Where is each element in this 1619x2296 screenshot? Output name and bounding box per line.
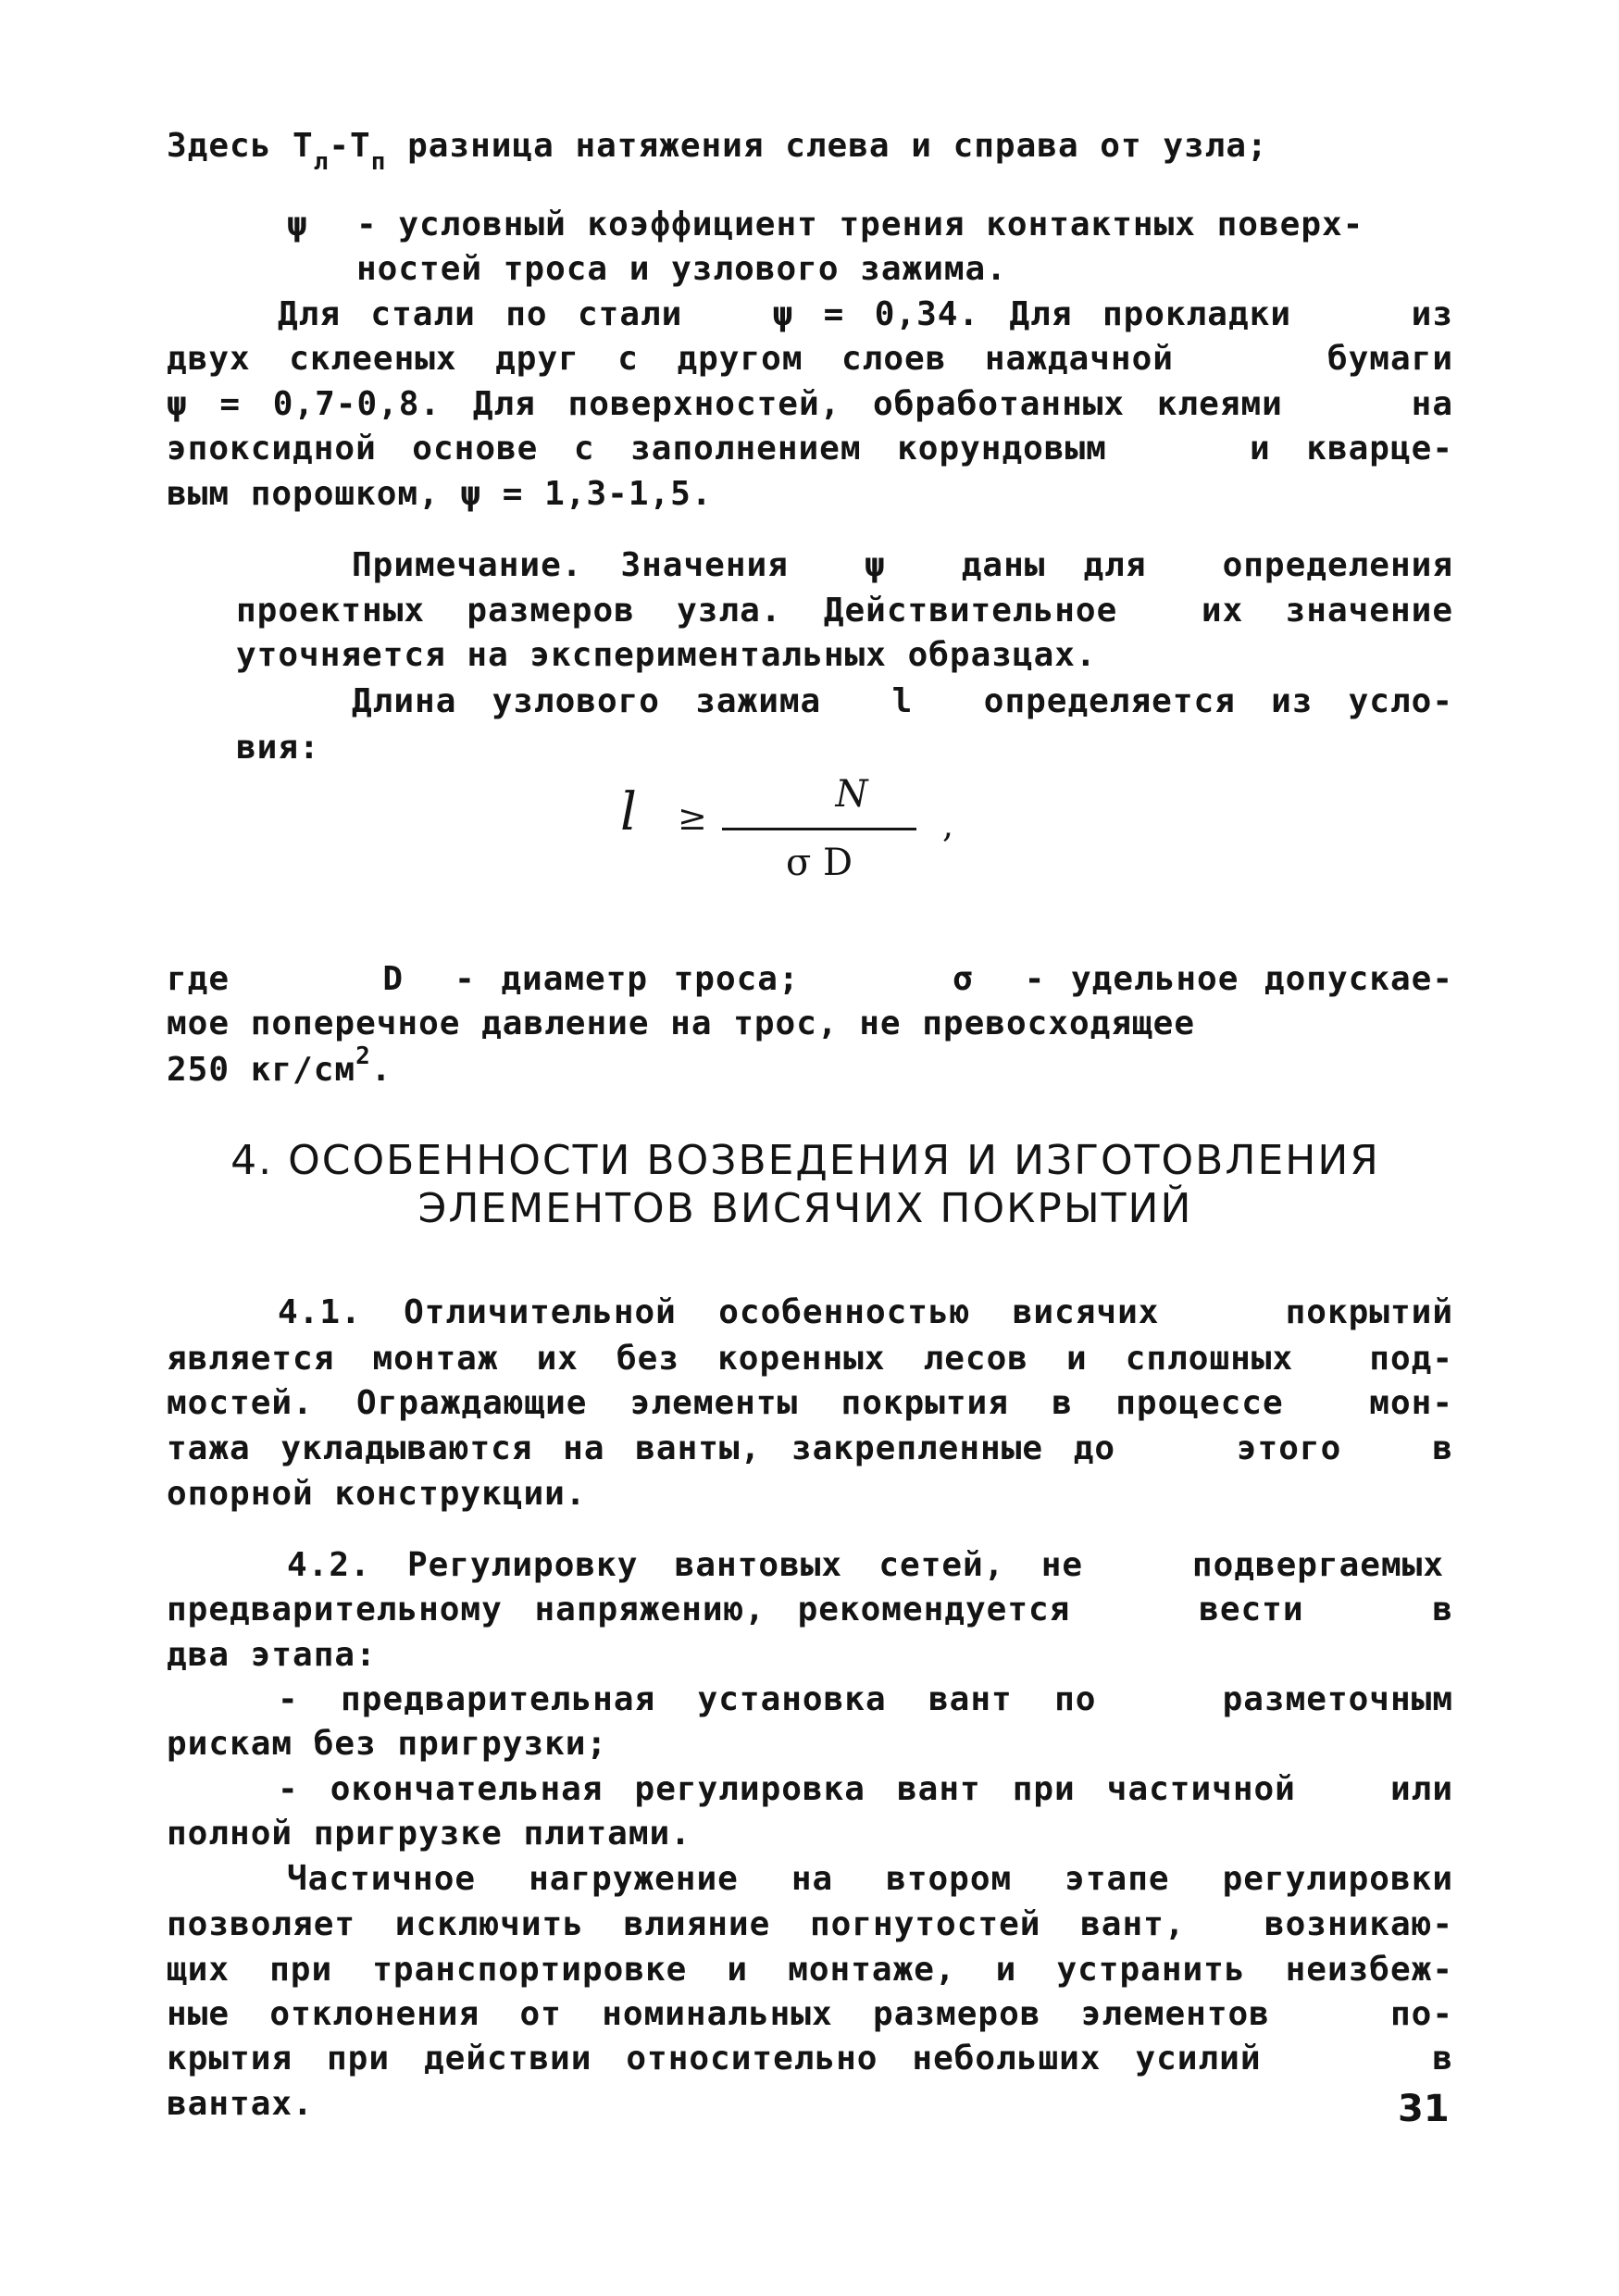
text-line: где D - диаметр троса; σ - удельное допускае- <box>167 960 1453 998</box>
text-line: ψ = 0,7-0,8. Для поверхностей, обработанных клеями на <box>167 385 1453 423</box>
intro-dash: -T <box>329 127 371 165</box>
paragraph-line: крытия при действии относительно небольших усилий в <box>167 2040 1453 2078</box>
pressure-line <box>167 1042 392 1089</box>
text-line: вым порошком, ψ = 1,3-1,5. <box>167 475 713 513</box>
list-item: - предварительная установка вант по разметочным <box>278 1680 1453 1718</box>
length-formula <box>592 768 963 889</box>
page-number: 31 <box>1398 2088 1450 2130</box>
paragraph-4-1-line: является монтаж их без коренных лесов и сплошных под- <box>167 1340 1453 1378</box>
list-item: - окончательная регулировка вант при частичной или <box>278 1770 1453 1808</box>
fraction-bar <box>722 828 916 830</box>
paragraph-4-1-line: опорной конструкции. <box>167 1475 587 1513</box>
note-line: проектных размеров узла. Действительное их значение <box>236 592 1453 630</box>
text-line: Длина узлового зажима l определяется из усло- <box>352 682 1453 720</box>
section-heading-line-2: ЭЛЕМЕНТОВ ВИСЯЧИХ ПОКРЫТИЙ <box>417 1185 1193 1232</box>
paragraph-4-2-line: предварительному напряжению, рекомендуется вести в <box>167 1591 1453 1628</box>
paragraph-4-1-line: 4.1. Отличительной особенностью висячих покрытий <box>278 1293 1453 1331</box>
formula-numerator: N <box>835 773 868 816</box>
intro-rest: разница натяжения слева и справа от узла; <box>386 127 1268 165</box>
paragraph-line: щих при транспортировке и монтаже, и устранить неизбеж- <box>167 1951 1453 1989</box>
text-line: эпоксидной основе с заполнением корундовым и кварце- <box>167 430 1453 468</box>
note-line: Примечание. Значения ψ даны для определения <box>352 546 1453 584</box>
formula-denominator: σ D <box>785 842 853 884</box>
formula-relation: ≥ <box>678 797 707 838</box>
paragraph-4-2-line: два этапа: <box>167 1636 377 1674</box>
intro-prefix: Здесь T <box>167 127 314 165</box>
text-line: ностей троса и узлового зажима. <box>356 250 1007 288</box>
paragraph-4-2-line: 4.2. Регулировку вантовых сетей, не подвергаемых <box>287 1546 1444 1584</box>
section-heading-line-1: 4. ОСОБЕННОСТИ ВОЗВЕДЕНИЯ И ИЗГОТОВЛЕНИЯ <box>230 1137 1380 1184</box>
subscript-p: п <box>370 148 387 176</box>
text-line: вия: <box>236 729 320 767</box>
area-end: . <box>370 1051 392 1089</box>
paragraph-4-1-line: мостей. Ограждающие элементы покрытия в процессе мон- <box>167 1384 1453 1422</box>
area-exponent: 2 <box>355 1042 371 1070</box>
text-line: двух склееных друг с другом слоев наждачной бумаги <box>167 340 1453 378</box>
paragraph-line: позволяет исключить влияние погнутостей вант, возникаю- <box>167 1905 1453 1943</box>
paragraph-line: ные отклонения от номинальных размеров элементов по- <box>167 1995 1453 2033</box>
intro-line <box>167 127 1268 176</box>
paragraph-4-1-line: тажа укладываются на ванты, закрепленные до этого в <box>167 1429 1453 1467</box>
text-line: - условный коэффициент трения контактных поверх- <box>356 206 1364 243</box>
subscript-l: л <box>313 148 330 176</box>
formula-lhs: l <box>620 782 637 842</box>
paragraph-line: Частичное нагружение на втором этапе регулировки <box>287 1860 1453 1898</box>
formula-comma: , <box>942 805 954 845</box>
paragraph-line: вантах. <box>167 2085 314 2123</box>
note-line: уточняется на экспериментальных образцах. <box>236 636 1097 674</box>
text-line: мое поперечное давление на трос, не превосходящее <box>167 1004 1196 1042</box>
list-item: рискам без пригрузки; <box>167 1725 608 1763</box>
pressure-value: 250 кг/см <box>167 1051 356 1089</box>
text-line: Для стали по стали ψ = 0,34. Для прокладки из <box>278 295 1453 333</box>
list-item: полной пригрузке плитами. <box>167 1815 691 1853</box>
psi-symbol: ψ <box>287 206 308 243</box>
